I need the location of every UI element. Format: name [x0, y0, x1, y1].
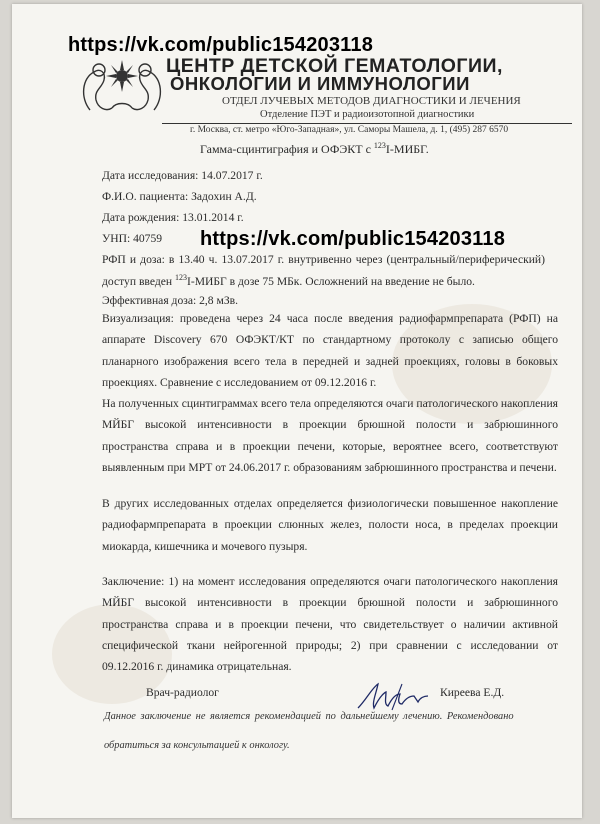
effective-dose: Эффективная доза: 2,8 мЗв.	[102, 294, 239, 307]
department-name: ОТДЕЛ ЛУЧЕВЫХ МЕТОДОВ ДИАГНОСТИКИ И ЛЕЧЕНИЯ	[222, 95, 521, 107]
conclusion-paragraph: Заключение: 1) на момент исследования определяются очаги патологического накопления МЙБГ высокой интенсивности в проекции брюшной полости и забрюшинного пространства справа и в проекции печени, что свидетельствует о наличии активной специфической ткани нейрогенной природы; 2) при сравнении с исследовании от 09.12.2016 г. динамика отрицательная.	[102, 575, 558, 674]
watermark-url-middle[interactable]: https://vk.com/public154203118	[200, 228, 506, 250]
doctor-name: Киреева Е.Д.	[440, 686, 505, 699]
access-prefix: доступ введен	[102, 274, 175, 288]
findings-paragraph-1: На полученных сцинтиграммах всего тела определяются очаги патологического накопления МЙБГ высокой интенсивности в проекции брюшной полости и забрюшинного пространства справа и в проекции печени, которые, вероятнее всего, соответствуют выявленным при МРТ от 24.06.2017 г. образованиям забрюшинного пространства и печени.	[102, 397, 558, 474]
isotope-superscript: 123	[373, 141, 386, 150]
findings-paragraph-2: В других исследованных отделах определяется физиологически повышенное накопление радиофармпрепарата в проекции слюнных желез, полости носа, в пределах проекции миокарда, кишечника и мочевого пузыря.	[102, 497, 558, 553]
disclaimer-line-2: обратиться за консультацией к онкологу.	[104, 740, 290, 751]
header-divider	[162, 123, 572, 124]
unp-number: УНП: 40759	[102, 232, 163, 245]
doctor-role: Врач-радиолог	[146, 686, 219, 699]
birth-date: Дата рождения: 13.01.2014 г.	[102, 211, 244, 224]
rfp-dose: РФП и доза: в 13.40 ч. 13.07.2017 г. внутривенно через (центральный/периферический)	[102, 253, 545, 266]
doctor-signature	[352, 680, 432, 714]
access-superscript: 123	[174, 273, 187, 282]
title-suffix: I-МИБГ.	[385, 142, 429, 156]
access-line	[102, 273, 475, 288]
title-prefix: Гамма-сцинтиграфия и ОФЭКТ с	[200, 142, 374, 156]
subdepartment-name: Отделение ПЭТ и радиоизотопной диагностики	[260, 109, 475, 120]
center-logo-icon	[72, 50, 172, 122]
document-page	[12, 4, 582, 818]
visualization-paragraph: Визуализация: проведена через 24 часа после введения радиофармпрепарата (РФП) на аппарате Discovery 670 ОФЭКТ/КТ по стандартному протоколу с записью общего планарного изображения всего тела в передней и задней проекциях, головы в боковых проекциях. Сравнение с исследованием от 09.12.2016 г.	[102, 312, 558, 389]
patient-name: Ф.И.О. пациента: Задохин А.Д.	[102, 190, 257, 203]
disclaimer-line-1: Данное заключение не является рекомендацией по дальнейшему лечению. Рекомендовано	[104, 711, 514, 722]
access-suffix: I-МИБГ в дозе 75 МБк. Осложнений на введение не было.	[186, 274, 475, 288]
org-name-line1: ЦЕНТР ДЕТСКОЙ ГЕМАТОЛОГИИ,	[166, 55, 503, 77]
org-name-line2: ОНКОЛОГИИ И ИММУНОЛОГИИ	[170, 73, 470, 94]
document-title	[200, 141, 429, 157]
center-address: г. Москва, ст. метро «Юго-Западная», ул. Саморы Машела, д. 1, (495) 287 6570	[190, 125, 509, 135]
watermark-url-top[interactable]: https://vk.com/public154203118	[68, 34, 374, 56]
exam-date: Дата исследования: 14.07.2017 г.	[102, 169, 263, 182]
